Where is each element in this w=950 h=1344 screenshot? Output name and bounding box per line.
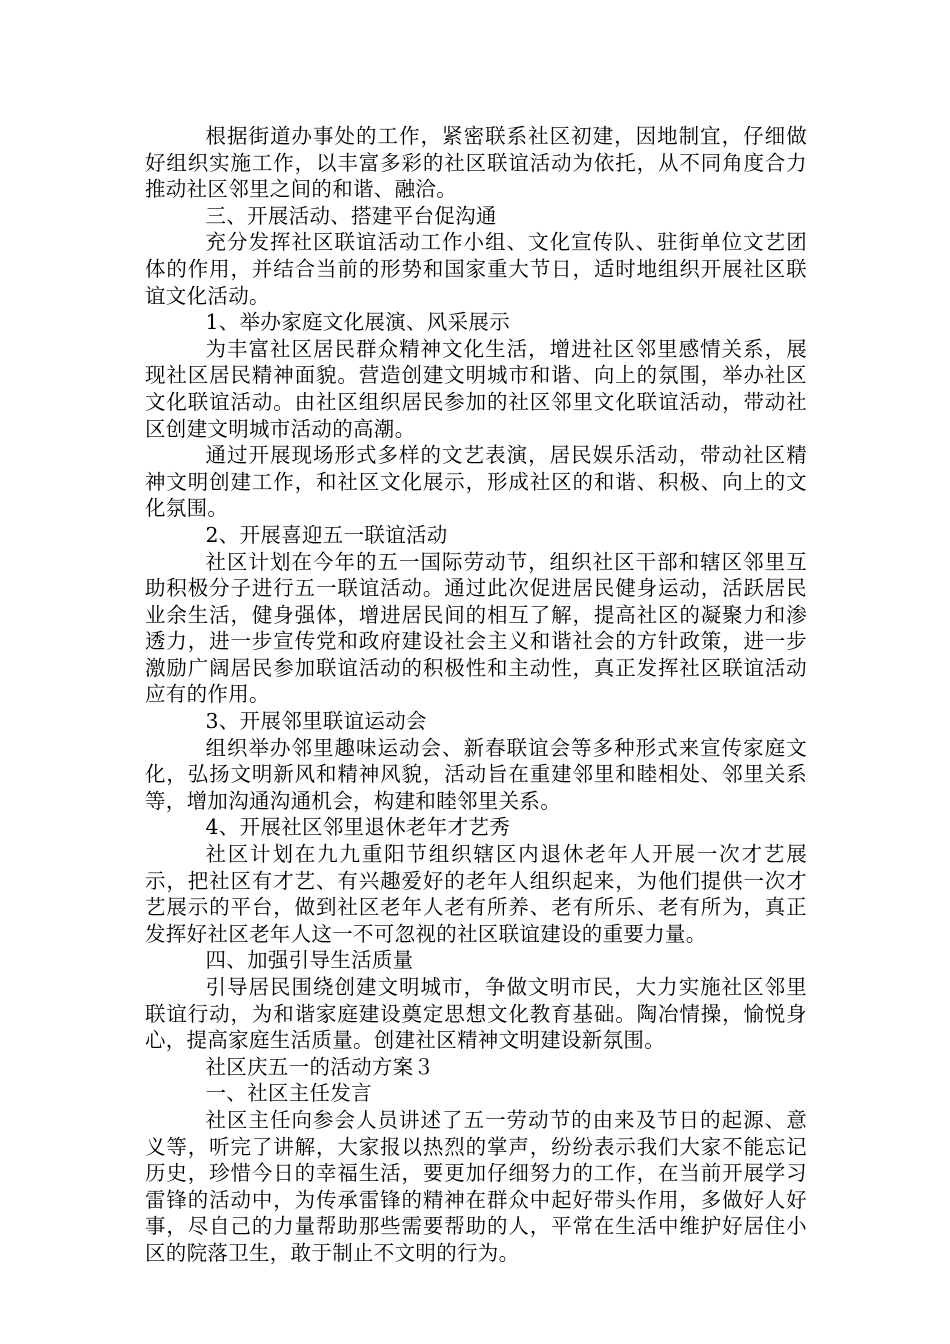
- subsection-heading: 4、开展社区邻里退休老年才艺秀: [205, 815, 511, 840]
- section-heading: 一、社区主任发言: [205, 1081, 372, 1106]
- paragraph: 社区主任向参会人员讲述了五一劳动节的由来及节日的起源、意义等，听完了讲解，大家报以热烈的掌声，纷纷表示我们大家不能忘记历史，珍惜今日的幸福生活，要更加仔细努力的工作，在当前开展学习雷锋的活动中，为传承雷锋的精神在群众中起好带头作用，多做好人好事，尽自己的力量帮助那些需要帮助的人，平常在生活中维护好居住小区的院落卫生，敢于制止不文明的行为。: [145, 1107, 807, 1265]
- section-heading: 三、开展活动、搭建平台促沟通: [205, 203, 497, 228]
- document-title: 社区庆五一的活动方案３: [205, 1054, 435, 1079]
- section-heading: 四、加强引导生活质量: [205, 948, 414, 973]
- paragraph: 社区计划在今年的五一国际劳动节，组织社区干部和辖区邻里互助积极分子进行五一联谊活动。通过此次促进居民健身运动，活跃居民业余生活，健身强体，增进居民间的相互了解，提高社区的凝聚力和渗透力，进一步宣传党和政府建设社会主义和谐社会的方针政策，进一步激励广阔居民参加联谊活动的积极性和主动性，真正发挥社区联谊活动应有的作用。: [145, 549, 807, 707]
- paragraph: 组织举办邻里趣味运动会、新春联谊会等多种形式来宣传家庭文化，弘扬文明新风和精神风貌，活动旨在重建邻里和睦相处、邻里关系等，增加沟通沟通机会，构建和睦邻里关系。: [145, 735, 807, 813]
- paragraph: 充分发挥社区联谊活动工作小组、文化宣传队、驻街单位文艺团体的作用，并结合当前的形势和国家重大节日，适时地组织开展社区联谊文化活动。: [145, 230, 807, 308]
- paragraph: 社区计划在九九重阳节组织辖区内退休老年人开展一次才艺展示，把社区有才艺、有兴趣爱好的老年人组织起来，为他们提供一次才艺展示的平台，做到社区老年人老有所养、老有所乐、老有所为，真正发挥好社区老年人这一不可忽视的社区联谊建设的重要力量。: [145, 842, 807, 946]
- subsection-heading: 3、开展邻里联谊运动会: [205, 709, 427, 734]
- paragraph: 引导居民围绕创建文明城市，争做文明市民，大力实施社区邻里联谊行动，为和谐家庭建设奠定思想文化教育基础。陶冶情操，愉悦身心，提高家庭生活质量。创建社区精神文明建设新氛围。: [145, 975, 807, 1053]
- subsection-heading: 2、开展喜迎五一联谊活动: [205, 522, 448, 547]
- paragraph: 根据街道办事处的工作，紧密联系社区初建，因地制宜，仔细做好组织实施工作，以丰富多彩的社区联谊活动为依托，从不同角度合力推动社区邻里之间的和谐、融洽。: [145, 124, 807, 202]
- paragraph: 通过开展现场形式多样的文艺表演，居民娱乐活动，带动社区精神文明创建工作，和社区文化展示，形成社区的和谐、积极、向上的文化氛围。: [145, 443, 807, 521]
- document-page: [145, 123, 807, 1267]
- paragraph: 为丰富社区居民群众精神文化生活，增进社区邻里感情关系，展现社区居民精神面貌。营造创建文明城市和谐、向上的氛围，举办社区文化联谊活动。由社区组织居民参加的社区邻里文化联谊活动，带动社区创建文明城市活动的高潮。: [145, 336, 807, 441]
- subsection-heading: 1、举办家庭文化展演、风采展示: [205, 310, 511, 335]
